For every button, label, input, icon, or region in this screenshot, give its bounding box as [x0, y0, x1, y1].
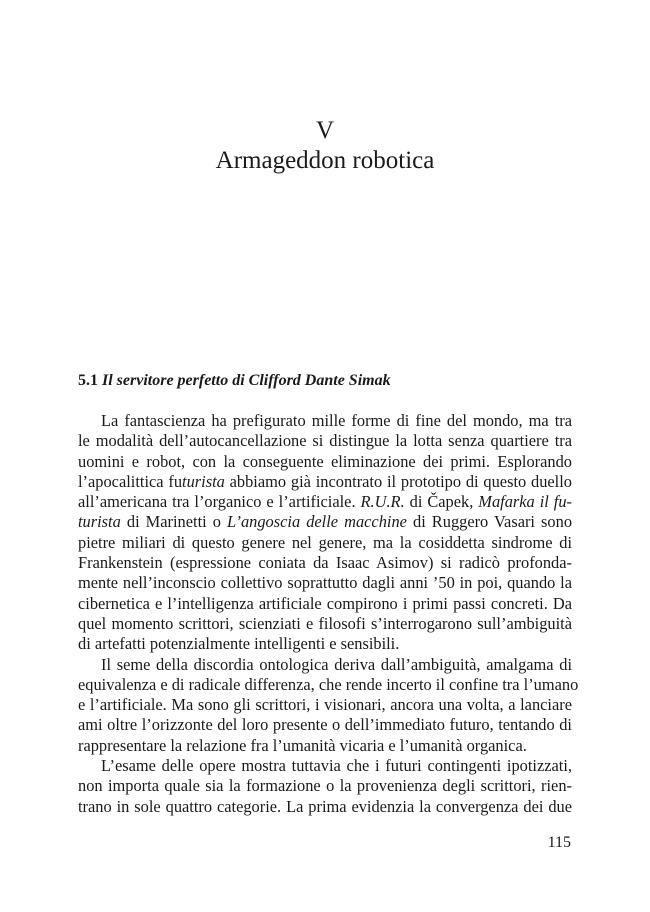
- text-line: cibernetica e l’intelligenza artificiale compirono i primi passi concreti. Da: [78, 593, 572, 613]
- text-line: rappresentare la relazione fra l’umanità vicaria e l’umanità organica.: [78, 735, 527, 755]
- text-line: le modalità dell’autocancellazione si distingue la lotta senza quartiere tra: [78, 431, 572, 451]
- text-line: Il seme della discordia ontologica deriva dall’ambiguità, amalgama di: [101, 654, 572, 674]
- text-line: equivalenza e di radicale differenza, che rende incerto il confine tra l’umano: [78, 674, 579, 694]
- text-line: trano in sole quattro categorie. La prima evidenzia la convergenza dei due: [78, 796, 572, 816]
- text-line: non importa quale sia la formazione o la provenienza degli scrittori, rien-: [78, 776, 572, 796]
- text-line: uomini e robot, con la conseguente eliminazione dei primi. Esplorando: [78, 451, 572, 471]
- page-number: 115: [547, 834, 571, 851]
- text-line: quel momento scrittori, scienziati e filosofi s’interrogarono sull’ambiguità: [78, 613, 572, 633]
- section-title: Il servitore perfetto di Clifford Dante Simak: [102, 372, 391, 389]
- text-line: La fantascienza ha prefigurato mille forme di fine del mondo, ma tra: [101, 411, 572, 430]
- paragraph: [78, 411, 579, 817]
- text-line: pietre miliari di questo genere nel genere, ma la cosiddetta sindrome di: [78, 532, 572, 552]
- body-text: [78, 411, 579, 817]
- section-heading: [78, 371, 578, 391]
- text-line: all’americana tra l’organico e l’artificiale. R.U.R. di Čapek, Mafarka il fu-: [78, 492, 572, 512]
- chapter-title: Armageddon robotica: [215, 147, 435, 174]
- text-line: l’apocalittica futurista abbiamo già incontrato il prototipo di questo duello: [78, 471, 572, 491]
- section-number: 5.1: [78, 372, 98, 389]
- text-line: Frankenstein (espressione coniata da Isaac Asimov) si radicò profonda-: [78, 553, 572, 573]
- text-line: ami oltre l’orizzonte del loro presente o dell’immediato futuro, tentando di: [78, 715, 572, 735]
- text-line: L’esame delle opere mostra tuttavia che i futuri contingenti ipotizzati,: [101, 756, 572, 776]
- text-line: mente nell’inconscio collettivo soprattutto dagli anni ’50 in poi, quando la: [78, 573, 572, 593]
- text-line: turista di Marinetti o L’angoscia delle macchine di Ruggero Vasari sono: [78, 512, 573, 532]
- text-line: e l’artificiale. Ma sono gli scrittori, i visionari, ancora una volta, a lanciare: [78, 695, 572, 715]
- text-line: di artefatti potenzialmente intelligenti e sensibili.: [78, 634, 400, 654]
- chapter-number: V: [315, 117, 335, 144]
